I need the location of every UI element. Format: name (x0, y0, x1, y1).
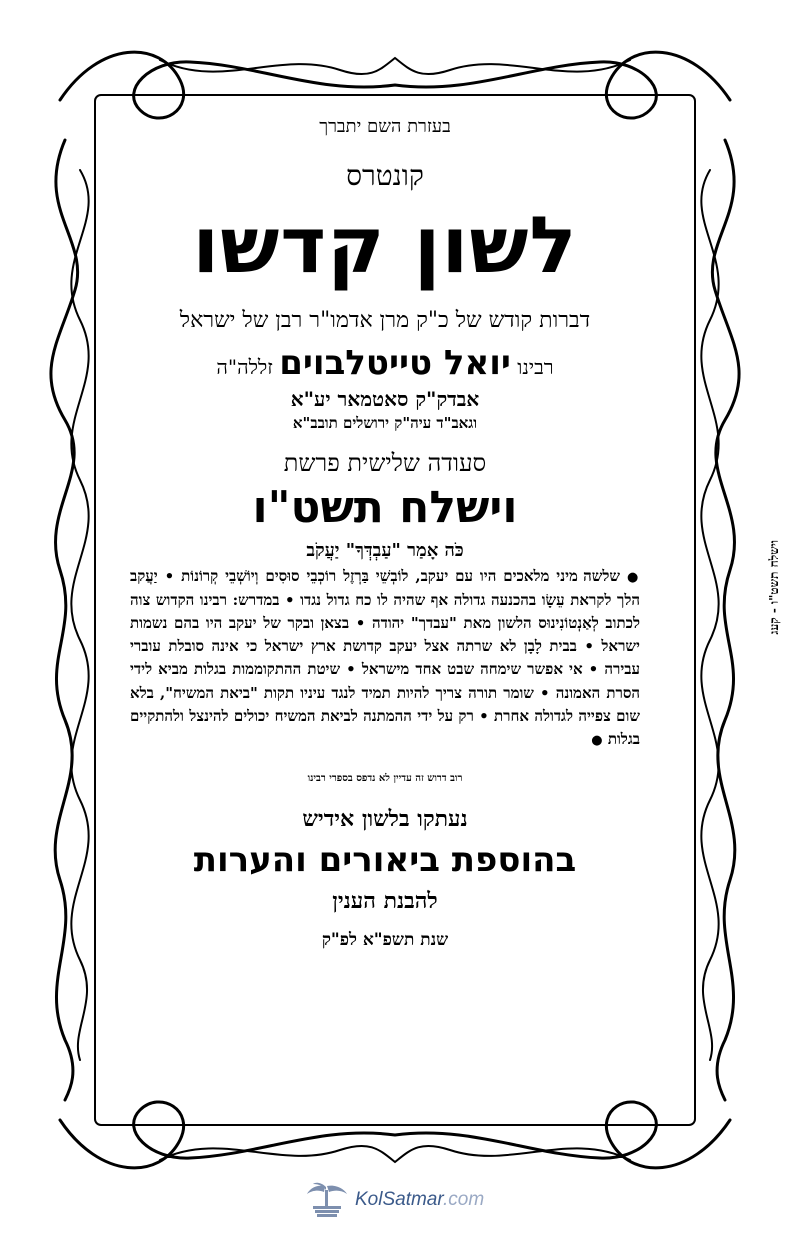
parsha-title: וישלח תשט"ו (252, 482, 518, 533)
bullet-icon: ● (626, 570, 640, 586)
author-prefix: רבינו (517, 355, 554, 379)
side-page-label: וישלח תשט"ו - קעג (767, 540, 781, 635)
author-intro: דברות קודש של כ"ק מרן אדמו"ר רבן של ישראל (179, 308, 591, 333)
summary-quote: כֹּה אָמַר "עַבְדְּךָ" יַעֲקֹב (306, 540, 464, 562)
kolsatmar-logo[interactable] (305, 1180, 484, 1220)
bullet-icon: ● (591, 733, 603, 749)
purpose-line: להבנת הענין (332, 888, 438, 915)
summary-text (130, 565, 640, 751)
author-title-1: אבדק"ק סאטמאר יע"א (290, 387, 480, 411)
palm-books-icon (305, 1182, 349, 1218)
logo-name: KolSatmar (355, 1189, 443, 1210)
kuntres-label: קונטרס (346, 159, 424, 192)
summary-paragraph: שלשה מיני מלאכים היו עם יעקב, לוֹבְשֵׁי בַּרְזֶל רוֹכְבֵי סוּסִים וְיוֹשְׁבֵי קְרוֹנוֹת • יַעֲקב הלך לקראת עֵשָׂו בהכנעה גדולה אף שהיה לו כח גדול נגדו • במדרש: רבינו הקדוש צוה לכתוב לְאַנְטוֹנִינוּס הלשון מאת "עבדך" יהודה • בצאן ובקר של יעקב היו בהם נשמות ישראל • בבית לָבָן לא שרתה אצל יעקב קדושת ארץ ישראל כי אינה סובלת עוברי עבירה • אי אפשר שימחה שבט אחד מישראל • שיטת ההתקוממות בגלות מביא לידי הסרת האמונה • שומר תורה צריך להיות תמיד לנגד עיניו תקות "ביאת המשיח", בלא שום צפייה לגדולה אחרת • רק על ידי ההמתנה לביאת המשיח יכולים להינצל ולהתקיים בגלות (130, 567, 640, 749)
translation-note: נעתקו בלשון אידיש (302, 806, 468, 833)
besiyata-dishmaya: בעזרת השם יתברך (319, 116, 451, 137)
title-page (130, 100, 640, 950)
author-name: יואל טייטלבוים (279, 343, 511, 383)
author-suffix: זללה"ה (216, 355, 273, 379)
author-title-2: וגאב"ד עיה"ק ירושלים תובב"א (292, 414, 478, 432)
author-name-line (130, 343, 640, 383)
page-title: לשון קדשו (192, 201, 578, 291)
footnote: רוב דרוש זה עדיין לא נדפס בספרי רבינו (307, 773, 463, 785)
logo-domain: .com (443, 1189, 485, 1210)
year-line: שנת תשפ"א לפ"ק (321, 930, 449, 951)
seuda-label: סעודה שלישית פרשת (283, 449, 487, 477)
logo-text (355, 1189, 484, 1211)
additions-title: בהוספת ביאורים והערות (193, 840, 577, 881)
